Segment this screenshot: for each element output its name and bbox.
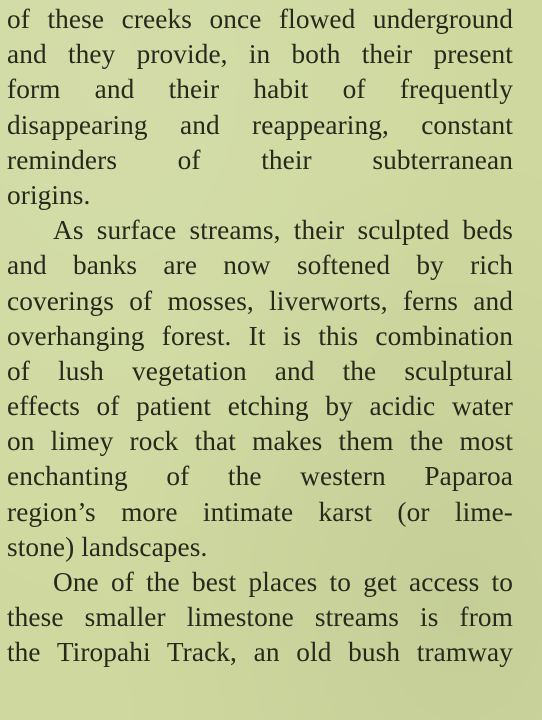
text-line: these smaller limestone streams is from xyxy=(7,602,513,633)
text-line: region’s more intimate karst (or lime- xyxy=(7,496,513,527)
paragraph-1 xyxy=(7,2,513,213)
text-line: origins. xyxy=(7,179,91,210)
text-line: of these creeks once flowed underground xyxy=(7,4,513,34)
text-line: and they provide, in both their present xyxy=(7,39,513,70)
text-line: reminders of their subterranean xyxy=(7,144,513,175)
text-line: stone) landscapes. xyxy=(7,531,208,562)
text-line: form and their habit of frequently xyxy=(7,74,513,105)
text-line: the Tiropahi Track, an old bush tramway xyxy=(7,637,513,668)
paragraph-2 xyxy=(7,213,513,565)
text-line: As surface streams, their sculpted beds xyxy=(53,215,513,246)
text-line: One of the best places to get access to xyxy=(53,567,513,597)
text-line: on limey rock that makes them the most xyxy=(7,426,513,457)
text-line: disappearing and reappearing, constant xyxy=(7,109,513,140)
text-line: coverings of mosses, liverworts, ferns and xyxy=(7,285,513,316)
document-page xyxy=(7,2,513,671)
text-line: of lush vegetation and the sculptural xyxy=(7,355,513,386)
text-line: enchanting of the western Paparoa xyxy=(7,461,513,492)
text-line: effects of patient etching by acidic water xyxy=(7,391,513,422)
paragraph-3 xyxy=(7,565,513,671)
text-line: overhanging forest. It is this combination xyxy=(7,320,513,351)
text-line: and banks are now softened by rich xyxy=(7,250,513,281)
